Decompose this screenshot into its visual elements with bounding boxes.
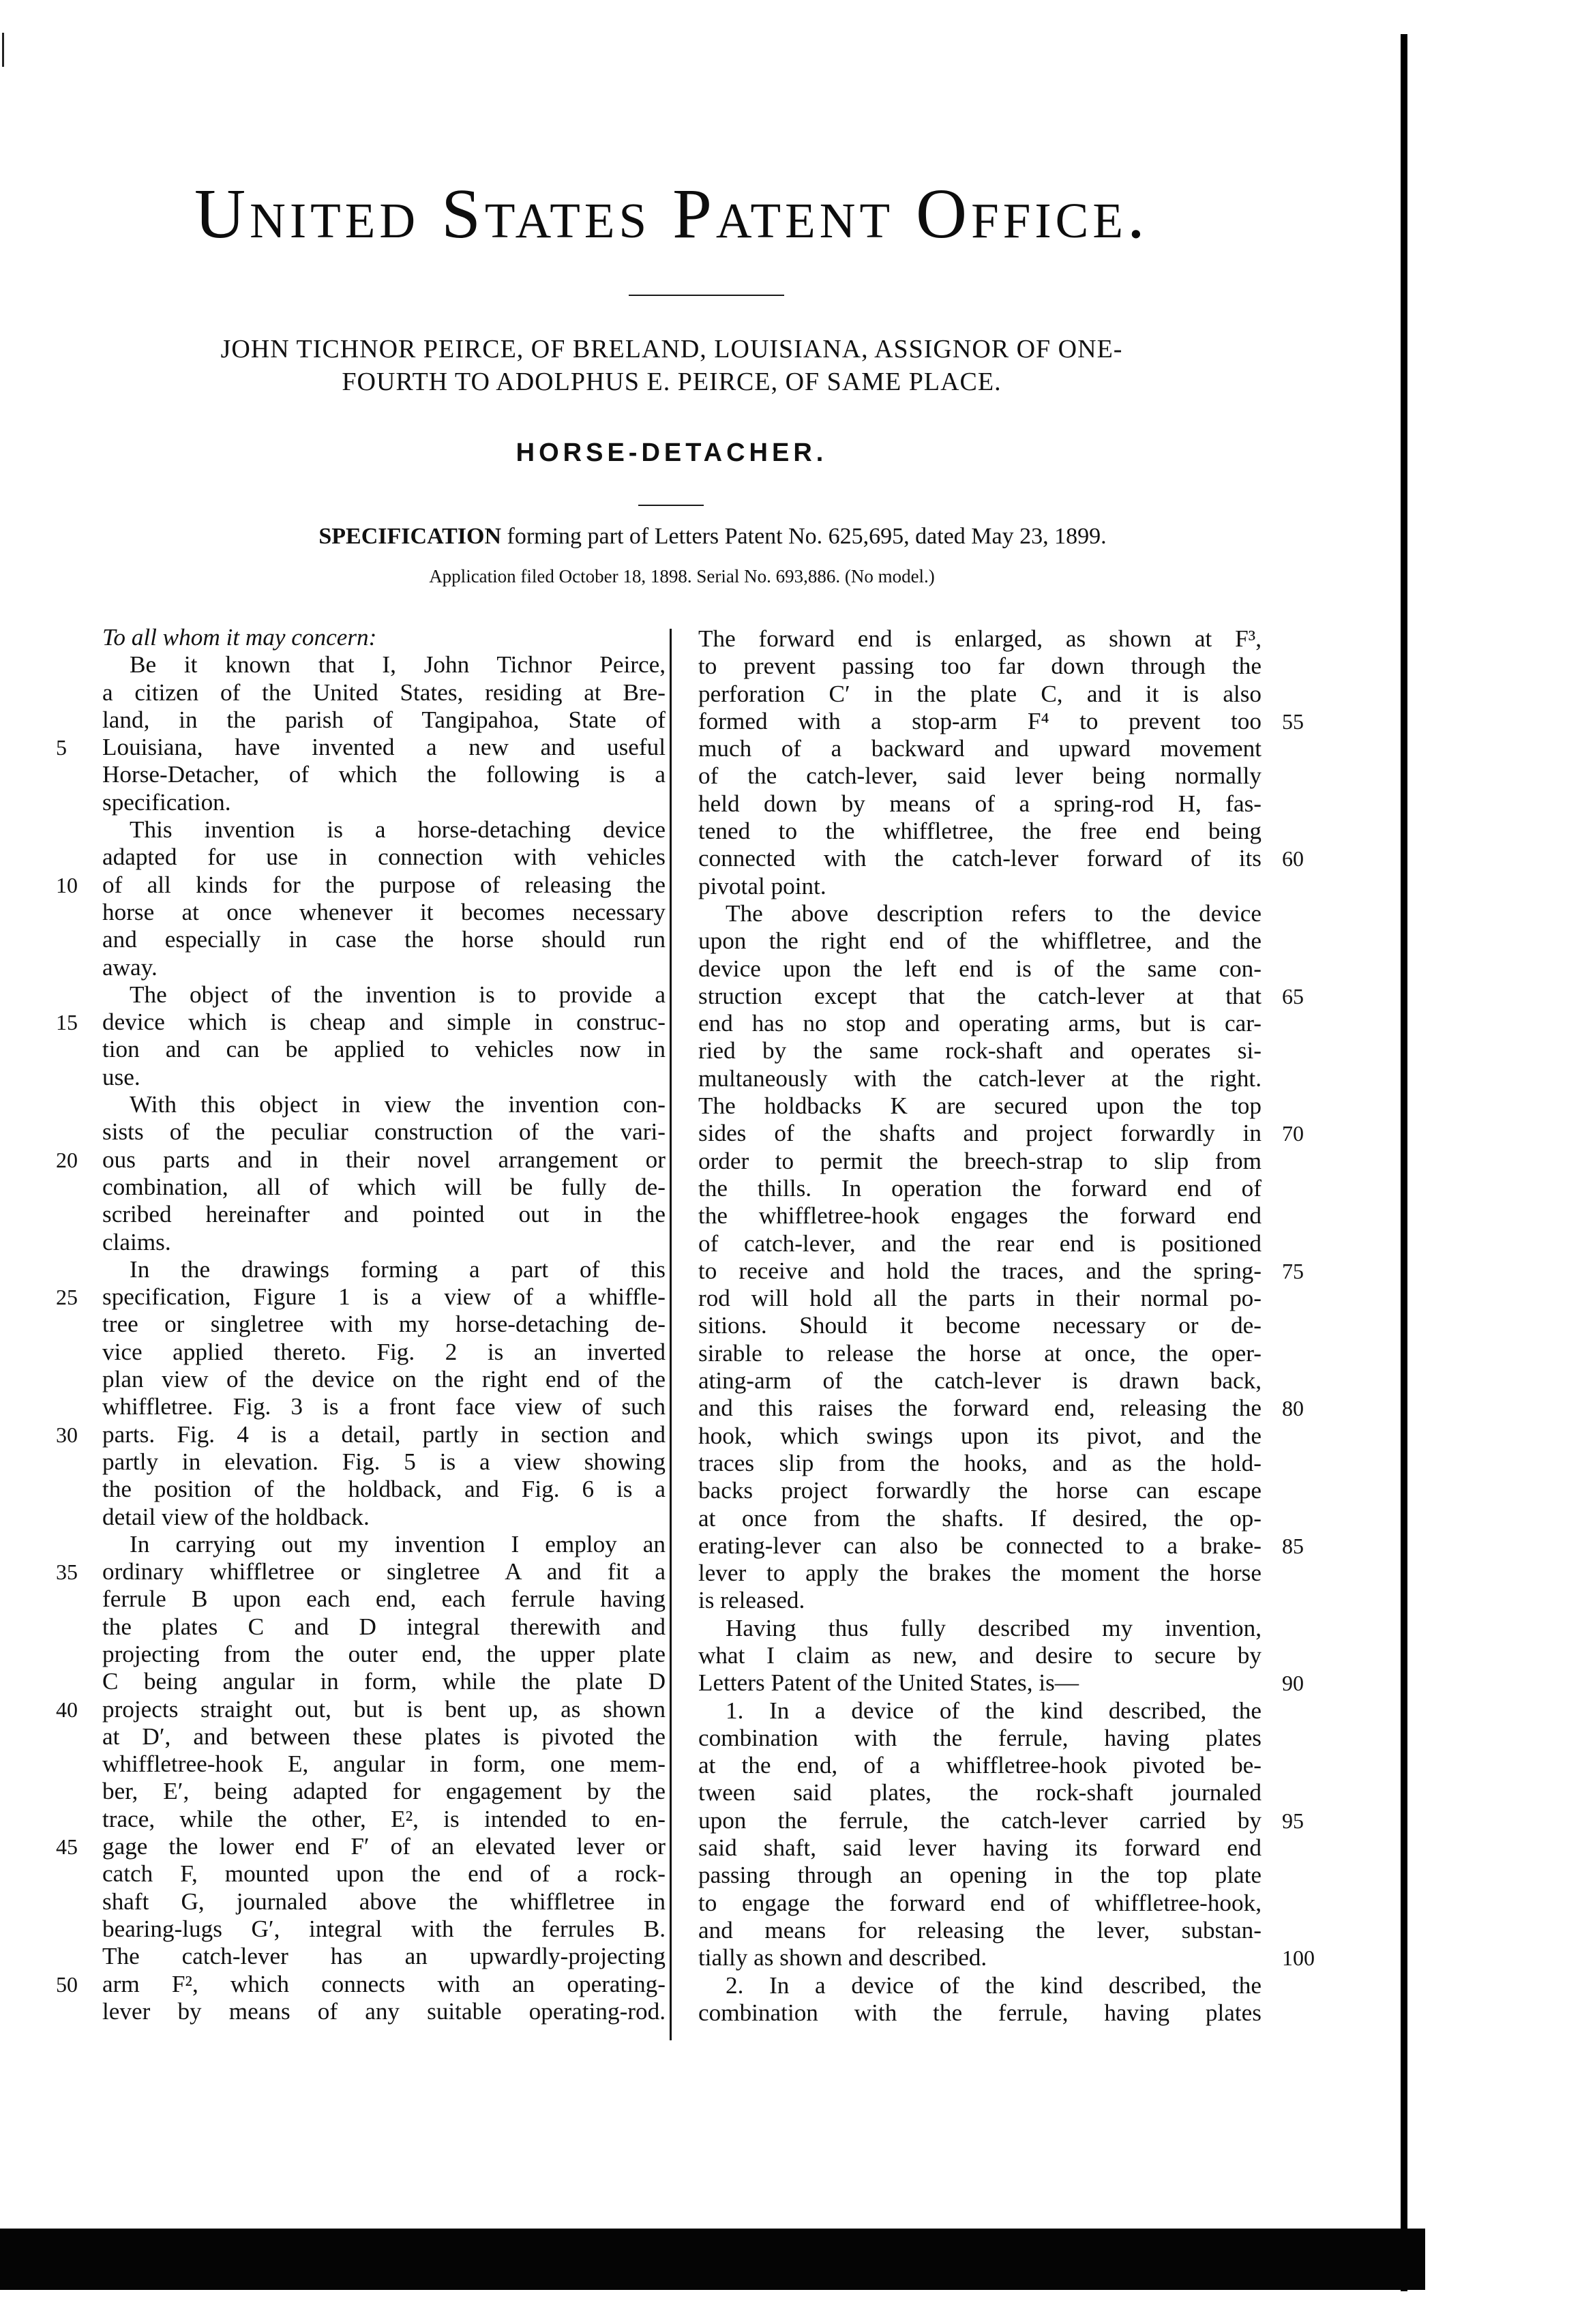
text-line-content: Be it known that I, John Tichnor Peirce, [130, 651, 666, 679]
text-line [698, 1917, 1262, 1944]
text-line [698, 1725, 1262, 1752]
text-line [698, 900, 1262, 927]
text-line [102, 981, 666, 1009]
text-line-content: scribed hereinafter and pointed out in the [102, 1201, 666, 1228]
text-line [102, 1201, 666, 1228]
text-line-content: land, in the parish of Tangipahoa, State of [102, 706, 666, 733]
text-line-content: the position of the holdback, and Fig. 6 is a [102, 1476, 666, 1503]
text-line [102, 1696, 666, 1723]
text-line-content: To all whom it may concern: [102, 624, 377, 651]
text-line-content: The above description refers to the device [726, 899, 1262, 927]
text-line [698, 818, 1262, 845]
text-line-content: partly in elevation. Fig. 5 is a view showing [102, 1448, 666, 1475]
text-line [698, 1752, 1262, 1779]
line-number: 75 [1282, 1258, 1304, 1283]
title-rule [629, 295, 784, 296]
text-line [698, 1834, 1262, 1862]
text-line [102, 1448, 666, 1476]
text-line [698, 1615, 1262, 1642]
text-line-content: to receive and hold the traces, and the spring- [698, 1257, 1262, 1284]
line-number: 15 [56, 1010, 78, 1035]
text-line [698, 681, 1262, 708]
text-line-content: device upon the left end is of the same con- [698, 955, 1262, 982]
text-line [698, 1065, 1262, 1092]
text-line-content: ried by the same rock-shaft and operates si- [698, 1037, 1262, 1064]
text-line [102, 651, 666, 679]
text-line [698, 1175, 1262, 1202]
text-line [698, 1890, 1262, 1917]
application-line: Application filed October 18, 1898. Serial No. 693,886. (No model.) [429, 566, 935, 586]
text-line [102, 1036, 666, 1063]
text-line [698, 1202, 1262, 1230]
text-line-content: traces slip from the hooks, and as the hold- [698, 1449, 1262, 1476]
line-number: 80 [1282, 1396, 1304, 1421]
right-text-column [698, 625, 1262, 2027]
text-line [698, 735, 1262, 762]
text-line-content: gage the lower end F′ of an elevated lever or [102, 1833, 666, 1860]
text-line-content: Having thus fully described my invention, [726, 1614, 1262, 1641]
text-line [102, 789, 666, 816]
line-number: 45 [56, 1834, 78, 1860]
text-line-content: 1. In a device of the kind described, the [726, 1697, 1262, 1724]
text-line [102, 1916, 666, 1943]
text-line-content: ating-arm of the catch-lever is drawn back, [698, 1367, 1262, 1395]
text-line-content: projecting from the outer end, the upper plate [102, 1640, 666, 1667]
text-line-content: This invention is a horse-detaching device [130, 816, 666, 844]
text-line [102, 1009, 666, 1036]
text-line-content: whiffletree-hook E, angular in form, one mem- [102, 1751, 666, 1778]
text-line-content: sirable to release the horse at once, the oper- [698, 1339, 1262, 1367]
text-line [698, 1697, 1262, 1725]
subject-rule [638, 505, 704, 506]
text-line [698, 983, 1262, 1010]
text-line-content: held down by means of a spring-rod H, fas- [698, 790, 1262, 817]
text-line [698, 1505, 1262, 1532]
text-line [698, 1642, 1262, 1669]
text-line-content: specification. [102, 788, 231, 816]
line-number: 30 [56, 1422, 78, 1447]
text-line [698, 1395, 1262, 1422]
text-line [102, 1558, 666, 1585]
text-line-content: The holdbacks K are secured upon the top [698, 1092, 1262, 1120]
text-line [102, 679, 666, 706]
text-line-content: sists of the peculiar construction of the vari- [102, 1118, 666, 1146]
text-line-content: and especially in case the horse should run [102, 926, 666, 953]
text-line-content: The catch-lever has an upwardly-projecting [102, 1943, 666, 1970]
text-line-content: lever to apply the brakes the moment the horse [698, 1560, 1262, 1587]
text-line-content: use. [102, 1063, 140, 1090]
text-line-content: of the catch-lever, said lever being normally [698, 762, 1262, 790]
text-line-content: the plates C and D integral therewith and [102, 1613, 666, 1640]
text-line [102, 1998, 666, 2025]
scan-right-border [1401, 34, 1407, 2291]
left-text-column [102, 624, 666, 2025]
text-line [102, 1091, 666, 1118]
text-line-content: at the end, of a whiffletree-hook pivoted be- [698, 1752, 1262, 1779]
text-line [698, 1450, 1262, 1477]
text-line-content: said shaft, said lever having its forward end [698, 1834, 1262, 1862]
text-line [102, 1531, 666, 1558]
text-line [102, 1146, 666, 1174]
text-line [102, 1585, 666, 1613]
text-line [102, 844, 666, 871]
text-line-content: to engage the forward end of whiffletree-hook, [698, 1889, 1262, 1916]
specification-label: SPECIFICATION [318, 524, 502, 549]
text-line [698, 762, 1262, 790]
text-line-content: whiffletree. Fig. 3 is a front face view of such [102, 1393, 666, 1420]
text-line [102, 1613, 666, 1641]
text-line-content: projects straight out, but is bent up, as shown [102, 1695, 666, 1723]
text-line [102, 954, 666, 981]
text-line [102, 1366, 666, 1393]
text-line [698, 1477, 1262, 1504]
text-line [698, 1972, 1262, 1999]
text-line [698, 1422, 1262, 1450]
text-line [698, 1999, 1262, 2027]
text-line [102, 1339, 666, 1366]
text-line-content: With this object in view the invention con- [130, 1091, 666, 1118]
text-line-content: struction except that the catch-lever at that [698, 982, 1262, 1009]
scan-bottom-band [0, 2229, 1425, 2290]
text-line-content: tened to the whiffletree, the free end being [698, 818, 1262, 845]
scan-edge-mark [2, 33, 4, 67]
text-line [698, 1367, 1262, 1395]
invention-title: HORSE-DETACHER. [516, 438, 828, 467]
line-number: 10 [56, 872, 78, 897]
text-line-content: In the drawings forming a part of this [130, 1255, 666, 1283]
text-line-content: tree or singletree with my horse-detaching de- [102, 1311, 666, 1338]
specification-text: forming part of Letters Patent No. 625,695, dated May 23, 1899. [501, 524, 1107, 549]
text-line-content: much of a backward and upward movement [698, 735, 1262, 762]
text-line-content: The object of the invention is to provide a [130, 981, 666, 1008]
text-line [102, 1504, 666, 1531]
text-line-content: combination with the ferrule, having plates [698, 1999, 1262, 2026]
text-line-content: plan view of the device on the right end of the [102, 1366, 666, 1393]
text-line-content: ous parts and in their novel arrangement or [102, 1146, 666, 1173]
line-number: 50 [56, 1971, 78, 1997]
text-line [102, 1888, 666, 1916]
text-line-content: connected with the catch-lever forward of its [698, 845, 1262, 872]
text-line [102, 1174, 666, 1201]
text-line-content: multaneously with the catch-lever at the right. [698, 1064, 1262, 1092]
text-line [698, 1092, 1262, 1120]
text-line [698, 1532, 1262, 1560]
line-number: 100 [1282, 1946, 1315, 1971]
text-line [698, 1037, 1262, 1064]
text-line-content: of all kinds for the purpose of releasing the [102, 871, 666, 898]
text-line [102, 899, 666, 926]
text-line [102, 1806, 666, 1833]
text-line-content: of catch-lever, and the rear end is positioned [698, 1230, 1262, 1257]
text-line-content: trace, while the other, E², is intended to en- [102, 1805, 666, 1832]
text-line [698, 708, 1262, 735]
text-line-content: combination with the ferrule, having plates [698, 1724, 1262, 1751]
text-line [102, 926, 666, 953]
text-line [698, 927, 1262, 955]
text-line [698, 1779, 1262, 1806]
text-line [698, 1807, 1262, 1834]
text-line [698, 1587, 1262, 1614]
line-number: 35 [56, 1560, 78, 1585]
text-line-content: erating-lever can also be connected to a brake- [698, 1532, 1262, 1559]
text-line [102, 1311, 666, 1338]
inventor-line-1: JOHN TICHNOR PEIRCE, OF BRELAND, LOUISIANA, ASSIGNOR OF ONE- [220, 335, 1123, 363]
text-line-content: end has no stop and operating arms, but is car- [698, 1010, 1262, 1037]
text-line-content: order to permit the breech-strap to slip from [698, 1147, 1262, 1174]
text-line [102, 1751, 666, 1778]
text-line [102, 1421, 666, 1448]
text-line [102, 1229, 666, 1256]
text-line [698, 1669, 1262, 1697]
text-line [102, 624, 666, 651]
text-line-content: upon the ferrule, the catch-lever carried by [698, 1806, 1262, 1834]
text-line-content: C being angular in form, while the plate D [102, 1668, 666, 1695]
text-line-content: In carrying out my invention I employ an [130, 1530, 666, 1558]
text-line-content: pivotal point. [698, 872, 826, 899]
text-line-content: hook, which swings upon its pivot, and the [698, 1422, 1262, 1449]
text-line-content: horse at once whenever it becomes necessary [102, 898, 666, 925]
text-line [102, 706, 666, 734]
text-line-content: combination, all of which will be fully de- [102, 1173, 666, 1200]
line-number: 5 [56, 735, 67, 760]
text-line [102, 1393, 666, 1420]
text-line-content: ferrule B upon each end, each ferrule having [102, 1585, 666, 1613]
text-line [102, 1256, 666, 1283]
text-line-content: device which is cheap and simple in construc- [102, 1009, 666, 1036]
text-line [698, 1148, 1262, 1175]
text-line [102, 1723, 666, 1751]
line-number: 90 [1282, 1671, 1304, 1696]
text-line [698, 790, 1262, 818]
text-line [102, 872, 666, 899]
text-line-content: perforation C′ in the plate C, and it is also [698, 680, 1262, 707]
text-line-content: shaft G, journaled above the whiffletree in [102, 1888, 666, 1915]
text-line [102, 1064, 666, 1091]
text-line-content: Horse-Detacher, of which the following is a [102, 761, 666, 788]
text-line-content: backs project forwardly the horse can escape [698, 1477, 1262, 1504]
text-line [698, 1862, 1262, 1889]
text-line-content: away. [102, 953, 158, 981]
text-line [102, 1778, 666, 1805]
text-line [698, 625, 1262, 653]
line-number: 40 [56, 1697, 78, 1722]
text-line-content: 2. In a device of the kind described, the [726, 1971, 1262, 1999]
text-line-content: tion and can be applied to vehicles now in [102, 1036, 666, 1063]
text-line [102, 1971, 666, 1998]
text-line [102, 1860, 666, 1888]
text-line [698, 1010, 1262, 1037]
office-title: United States Patent Office. [194, 175, 1149, 253]
text-line-content: and means for releasing the lever, substan- [698, 1916, 1262, 1943]
line-number: 65 [1282, 983, 1304, 1009]
text-line-content: Louisiana, have invented a new and useful [102, 734, 666, 761]
text-line-content: arm F², which connects with an operating- [102, 1970, 666, 1997]
text-line-content: detail view of the holdback. [102, 1503, 370, 1530]
text-line [698, 1230, 1262, 1257]
text-line [102, 761, 666, 788]
text-line-content: ordinary whiffletree or singletree A and fit a [102, 1558, 666, 1585]
inventor-line-2: FOURTH TO ADOLPHUS E. PEIRCE, OF SAME PLACE. [342, 368, 1002, 396]
text-line [698, 845, 1262, 872]
text-line [102, 1476, 666, 1503]
line-number: 70 [1282, 1121, 1304, 1146]
column-divider [670, 629, 672, 2040]
text-line [698, 1285, 1262, 1312]
text-line-content: and this raises the forward end, releasing the [698, 1395, 1262, 1422]
text-line [102, 816, 666, 844]
text-line [102, 1283, 666, 1311]
text-line-content: at D′, and between these plates is pivoted the [102, 1723, 666, 1750]
text-line-content: sitions. Should it become necessary or de- [698, 1312, 1262, 1339]
text-line [698, 1340, 1262, 1367]
text-line-content: what I claim as new, and desire to secure by [698, 1641, 1262, 1669]
text-line-content: to prevent passing too far down through the [698, 653, 1262, 680]
text-line [698, 1944, 1262, 1971]
text-line-content: adapted for use in connection with vehicles [102, 844, 666, 871]
text-line [698, 873, 1262, 900]
text-line [698, 955, 1262, 983]
text-line-content: at once from the shafts. If desired, the op- [698, 1504, 1262, 1532]
text-line-content: catch F, mounted upon the end of a rock- [102, 1860, 666, 1888]
text-line-content: rod will hold all the parts in their normal po- [698, 1285, 1262, 1312]
text-line-content: bearing-lugs G′, integral with the ferrules B. [102, 1915, 666, 1942]
text-line [102, 1641, 666, 1668]
text-line-content: sides of the shafts and project forwardly in [698, 1120, 1262, 1147]
specification-line [41, 525, 1384, 548]
text-line-content: specification, Figure 1 is a view of a whiffle- [102, 1283, 666, 1311]
text-line-content: lever by means of any suitable operating-rod. [102, 1997, 666, 2025]
text-line [102, 1943, 666, 1970]
text-line [102, 1118, 666, 1146]
text-line-content: tially as shown and described. [698, 1944, 987, 1971]
text-line [698, 1257, 1262, 1285]
text-line-content: tween said plates, the rock-shaft journaled [698, 1779, 1262, 1806]
text-line-content: the whiffletree-hook engages the forward end [698, 1202, 1262, 1230]
text-line [698, 1120, 1262, 1147]
text-line [698, 653, 1262, 680]
inventor-block [0, 333, 1343, 398]
text-line [102, 1833, 666, 1860]
text-line-content: a citizen of the United States, residing at Bre- [102, 679, 666, 706]
text-line [698, 1312, 1262, 1339]
text-line-content: upon the right end of the whiffletree, and the [698, 927, 1262, 955]
text-line-content: ber, E′, being adapted for engagement by the [102, 1778, 666, 1805]
line-number: 95 [1282, 1808, 1304, 1833]
text-line-content: The forward end is enlarged, as shown at F³, [698, 625, 1262, 652]
line-number: 85 [1282, 1533, 1304, 1558]
line-number: 55 [1282, 709, 1304, 734]
text-line-content: parts. Fig. 4 is a detail, partly in section and [102, 1420, 666, 1448]
text-line-content: is released. [698, 1587, 805, 1614]
text-line-content: claims. [102, 1228, 171, 1255]
text-line-content: vice applied thereto. Fig. 2 is an inverted [102, 1338, 666, 1365]
line-number: 20 [56, 1147, 78, 1172]
text-line [698, 1560, 1262, 1587]
text-line-content: passing through an opening in the top plate [698, 1862, 1262, 1889]
text-line-content: formed with a stop-arm F⁴ to prevent too [698, 707, 1262, 734]
line-number: 60 [1282, 846, 1304, 872]
text-line [102, 734, 666, 761]
line-number: 25 [56, 1285, 78, 1310]
text-line [102, 1668, 666, 1695]
text-line-content: the thills. In operation the forward end of [698, 1174, 1262, 1202]
text-line-content: Letters Patent of the United States, is— [698, 1669, 1079, 1697]
